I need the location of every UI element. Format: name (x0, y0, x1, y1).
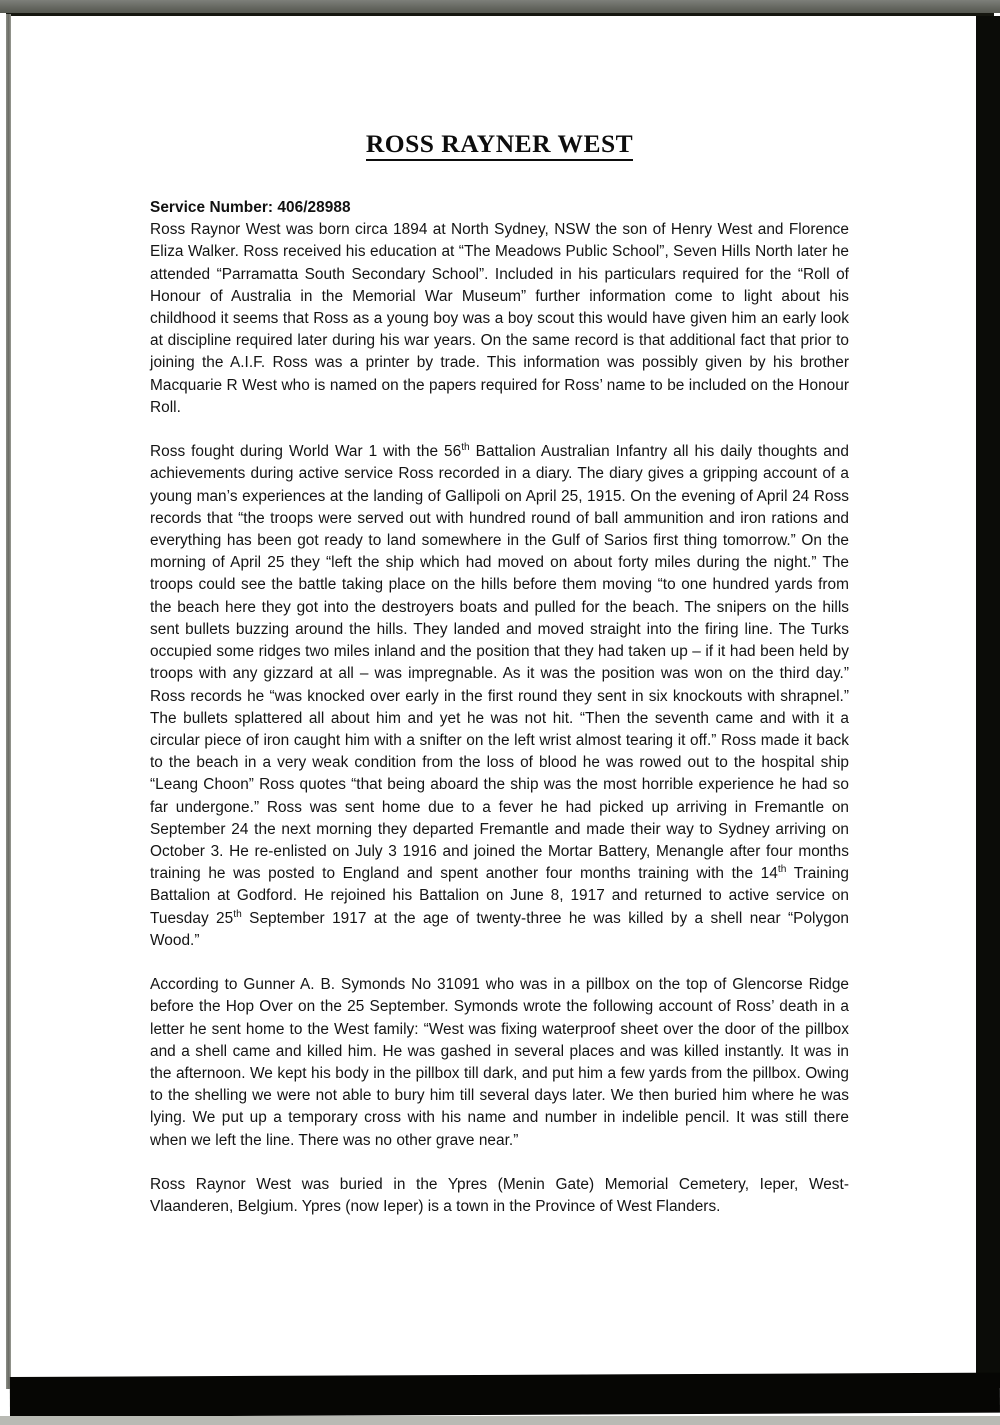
ordinal-suffix-56th: th (461, 442, 470, 454)
scan-right-edge-artifact (976, 16, 1000, 1388)
page-title-text: ROSS RAYNER WEST (366, 130, 633, 161)
scan-bottom-edge-artifact (10, 1373, 1000, 1417)
paragraph-burial: Ross Raynor West was buried in the Ypres (Menin Gate) Memorial Cemetery, Ieper, West-Vlaanderen, Belgium. Ypres (now Ieper) is a town in the Province of West Flanders. (150, 1175, 849, 1216)
paragraph-symonds-account: According to Gunner A. B. Symonds No 31091 who was in a pillbox on the top of Glencorse Ridge before the Hop Over on the 25 September. Symonds wrote the following account of Ross’ death in a letter he sent home to the West family: “West was fixing waterproof sheet over the door of the pillbox and a shell came and killed him. He was gashed in several places and was killed instantly. It was in the afternoon. We kept his body in the pillbox till dark, and put him a few yards from the pillbox. Owing to the shelling we were not able to bury him till several days later. We then buried him where he was lying. We put up a temporary cross with his name and number in indelible pencil. It was still there when we left the line. There was no other grave near.” (150, 976, 849, 1149)
paper-sheet (11, 16, 976, 1384)
paragraph-war-service (150, 441, 849, 952)
scan-bottom-strip-artifact (0, 1416, 1000, 1425)
page-title (150, 130, 849, 161)
segment-text: Ross fought during World War 1 with the 56 (150, 443, 462, 461)
service-number-line: Service Number: 406/28988 (150, 199, 351, 217)
scan-top-edge-artifact (0, 0, 1000, 13)
ordinal-suffix-14th: th (777, 864, 787, 875)
document-body (150, 130, 849, 1218)
segment-text: Battalion Australian Infantry all his daily thoughts and achievements during active service Ross recorded in a diary. The diary gives a gripping account of a young man’s experiences at the landing of Gallipoli on April 25, 1915. On the evening of April 24 Ross records that “the troops were served out with hundred round of ball ammunition and iron rations and everything has been got ready to land somewhere in the Gulf of Sarios first thing tomorrow.” On the morning of April 25 they “left the ship which had moved on about forty miles during the night.” The troops could see the battle taking place on the hills before them moving “to one hundred yards from the beach here they got into the destroyers boats and pulled for the beach. The snipers on the hills sent bullets buzzing around the hills. They landed and moved straight into the firing line. The Turks occupied some ridges two miles inland and the position that they had taken up – if it had been held by troops with any gizzard at all – was impregnable. As it was the position was won on the third day.” Ross records he “was knocked over early in the first round they sent in six knockouts with shrapnel.” The bullets splattered all about him and yet he was not hit. “Then the seventh came and with it a circular piece of iron caught him with a snifter on the left wrist almost tearing it off.” Ross made it back to the beach in a very weak condition from the loss of blood he was rowed out to the hospital ship “Leang Choon” Ross quotes “that being aboard the ship was the most horrible experience he had so far undergone.” Ross was sent home due to a fever he had picked up arriving in Fremantle on September 24 the next morning they departed Fremantle and made their way to Sydney arriving on October 3. He re-enlisted on July 3 1916 and joined the Mortar Battery, Menangle after four months training he was posted to England and spent another four months training with the 14 (150, 443, 849, 883)
segment-text: Training Battalion at Godford. He rejoined his Battalion on June 8, 1917 and returned to active service on Tuesday 25 (150, 865, 849, 927)
paragraph-biography: Ross Raynor West was born circa 1894 at North Sydney, NSW the son of Henry West and Florence Eliza Walker. Ross received his education at “The Meadows Public School”, Seven Hills North later he attended “Parramatta South Secondary School”. Included in his particulars required for the “Roll of Honour of Australia in the Memorial War Museum” further information come to light about his childhood it seems that Ross as a young boy was a boy scout this would have given him an early look at discipline required later during his war years. On the same record is that additional fact that prior to joining the A.I.F. Ross was a printer by trade. This information was possibly given by his brother Macquarie R West who is named on the papers required for Ross’ name to be included on the Honour Roll. (150, 221, 849, 416)
ordinal-suffix-25th: th (233, 908, 242, 920)
segment-text: September 1917 at the age of twenty-three he was killed by a shell near “Polygon Wood.” (150, 909, 849, 949)
